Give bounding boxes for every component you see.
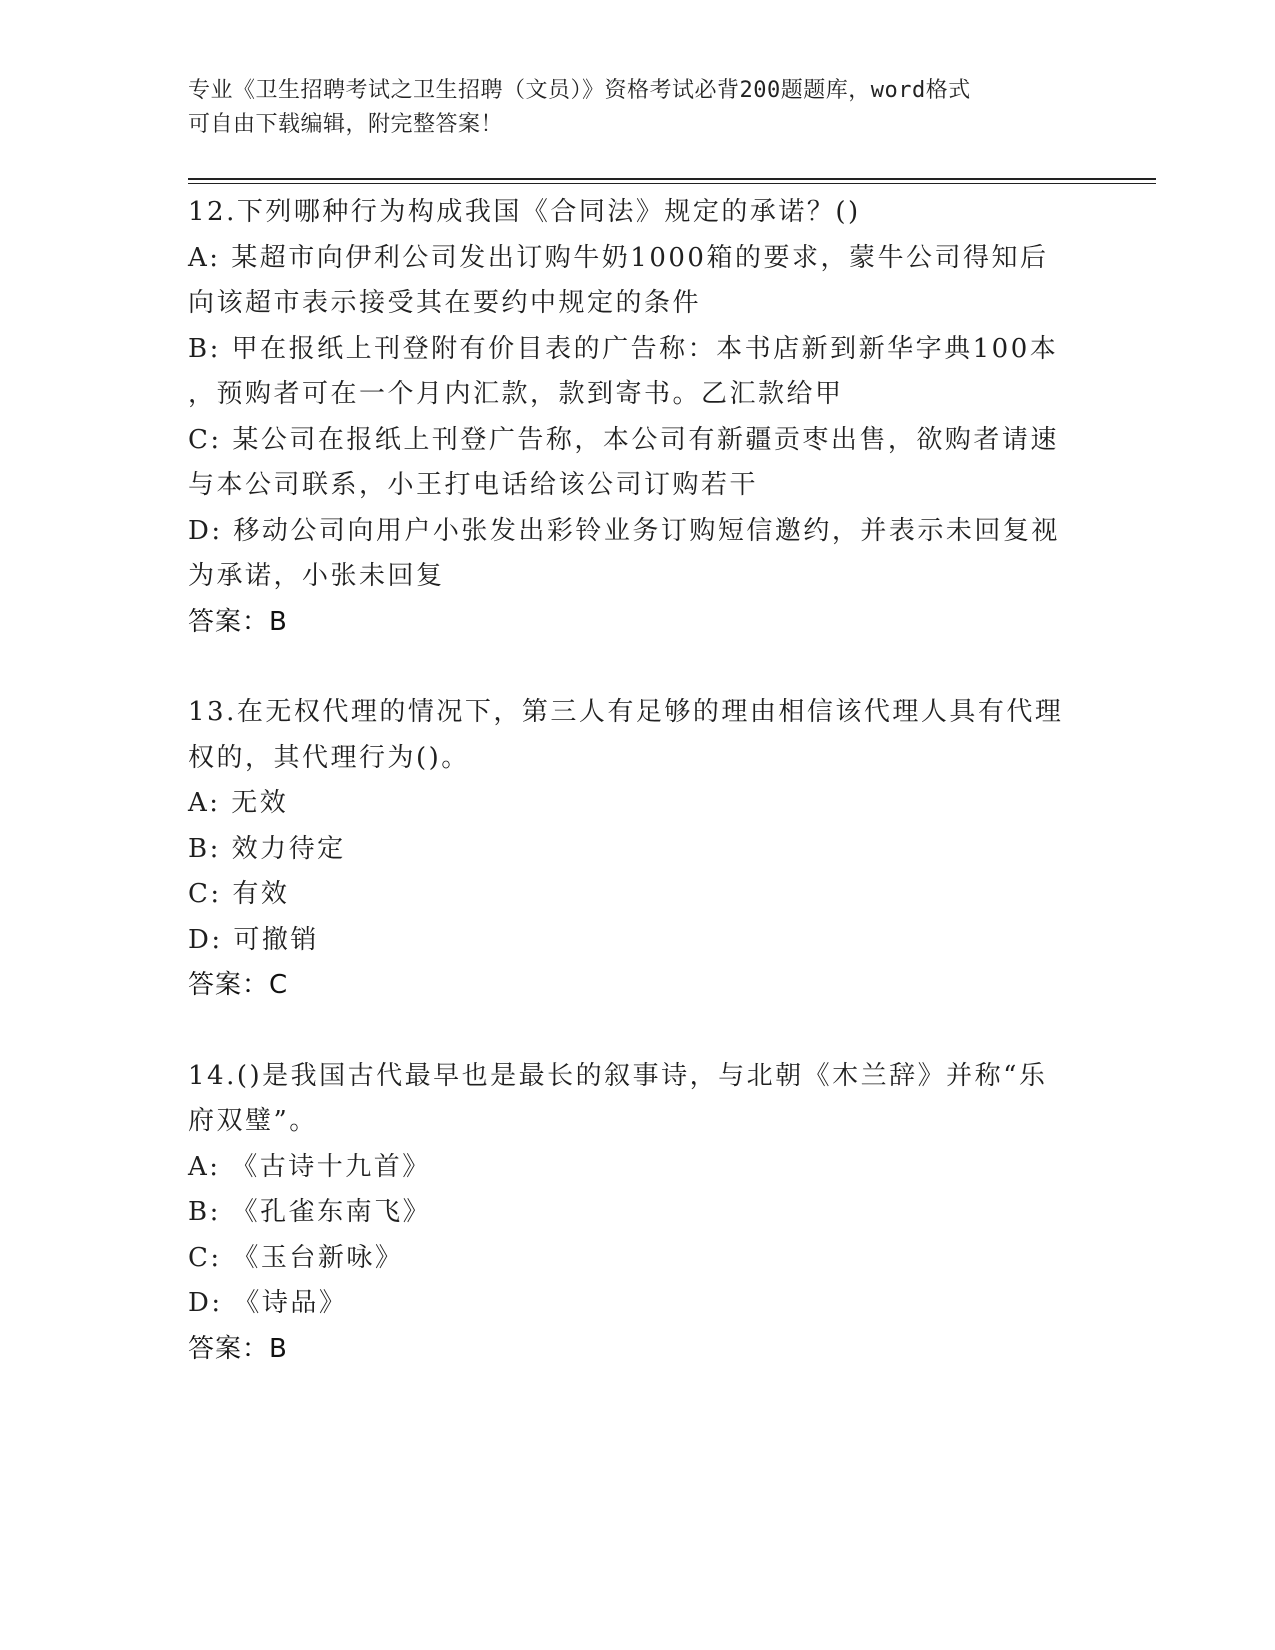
header-line-2: 可自由下载编辑，附完整答案！ bbox=[188, 112, 504, 137]
question-13 bbox=[188, 690, 1088, 1009]
question-14-option-b: B: 《孔雀东南飞》 bbox=[188, 1197, 432, 1227]
header-divider-thin bbox=[188, 183, 1156, 184]
question-12-stem: 12.下列哪种行为构成我国《合同法》规定的承诺？() bbox=[188, 197, 861, 227]
question-12-option-d-cont: 为承诺，小张未回复 bbox=[188, 561, 445, 591]
question-12-option-b: B: 甲在报纸上刊登附有价目表的广告称：本书店新到新华字典100本 bbox=[188, 333, 1059, 364]
header-line-1: 专业《卫生招聘考试之卫生招聘（文员）》资格考试必背200题题库，word格式 bbox=[188, 78, 971, 103]
question-12-option-c-cont: 与本公司联系，小王打电话给该公司订购若干 bbox=[188, 470, 759, 500]
header-divider-thick bbox=[188, 178, 1156, 180]
question-13-option-a: A: 无效 bbox=[188, 788, 289, 818]
question-13-option-c: C: 有效 bbox=[188, 879, 290, 909]
question-13-stem-cont: 权的，其代理行为()。 bbox=[188, 742, 470, 773]
question-14 bbox=[188, 1054, 1088, 1373]
question-14-option-d: D: 《诗品》 bbox=[188, 1288, 348, 1318]
question-14-answer: 答案：B bbox=[188, 1333, 288, 1364]
question-12-option-a: A: 某超市向伊利公司发出订购牛奶1000箱的要求，蒙牛公司得知后 bbox=[188, 242, 1049, 273]
question-14-option-a: A: 《古诗十九首》 bbox=[188, 1151, 431, 1182]
question-list bbox=[188, 190, 1088, 1372]
question-13-option-d: D: 可撤销 bbox=[188, 924, 319, 955]
question-12 bbox=[188, 190, 1088, 645]
question-13-option-b: B: 效力待定 bbox=[188, 833, 346, 864]
question-13-answer: 答案：C bbox=[188, 970, 289, 1000]
question-spacer bbox=[188, 1009, 1088, 1054]
question-14-option-c: C: 《玉台新咏》 bbox=[188, 1242, 404, 1273]
question-spacer bbox=[188, 645, 1088, 690]
question-13-stem: 13.在无权代理的情况下，第三人有足够的理由相信该代理人具有代理 bbox=[188, 697, 1064, 727]
question-14-stem: 14.()是我国古代最早也是最长的叙事诗，与北朝《木兰辞》并称“乐 bbox=[188, 1060, 1048, 1091]
document-header bbox=[188, 74, 1068, 142]
question-12-option-b-cont: ，预购者可在一个月内汇款，款到寄书。乙汇款给甲 bbox=[188, 379, 844, 409]
question-12-option-a-cont: 向该超市表示接受其在要约中规定的条件 bbox=[188, 288, 702, 318]
question-14-stem-cont: 府双璧”。 bbox=[188, 1106, 318, 1136]
question-12-option-d: D: 移动公司向用户小张发出彩铃业务订购短信邀约，并表示未回复视 bbox=[188, 515, 1060, 546]
question-12-answer: 答案：B bbox=[188, 606, 288, 637]
question-12-option-c: C: 某公司在报纸上刊登广告称，本公司有新疆贡枣出售，欲购者请速 bbox=[188, 424, 1059, 455]
